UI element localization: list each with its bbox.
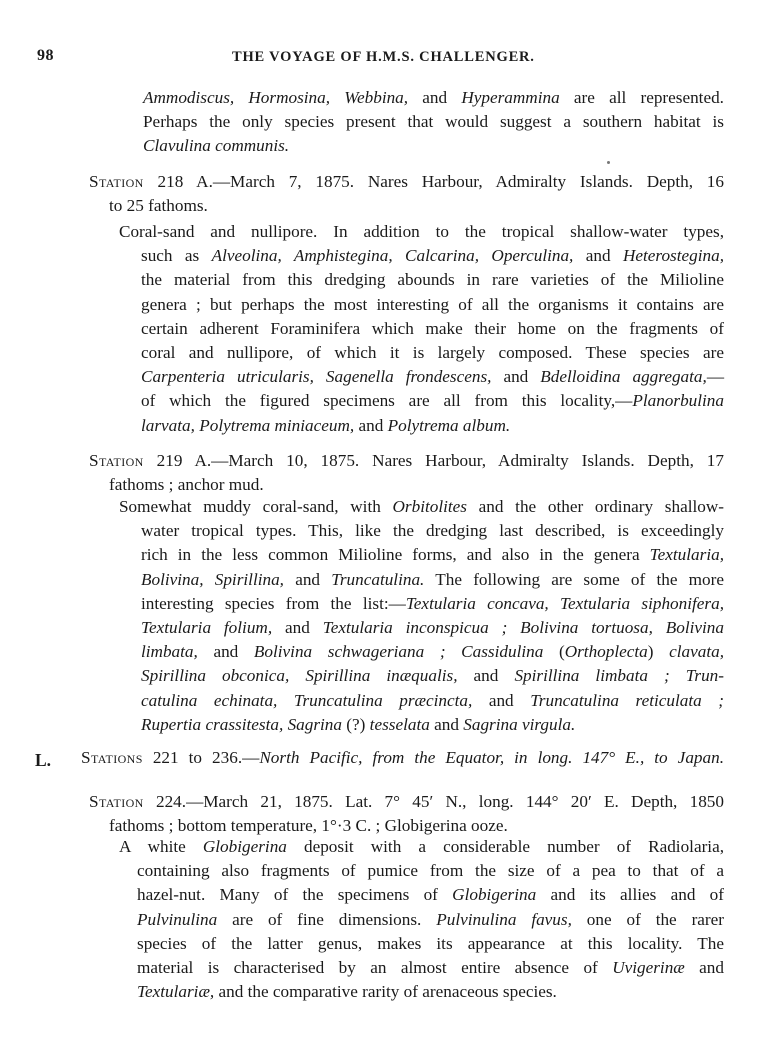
section-l-heading [81, 746, 724, 770]
text-line: species of the latter genus, makes its appearance at this locality. The [137, 933, 724, 953]
text-line: the material from this dredging abounds in rare varieties of the Milioline [141, 270, 724, 290]
station-218-heading [89, 170, 724, 218]
text-line: rich in the less common Milioline forms, and also in the genera Textularia, [141, 545, 724, 565]
text-line: limbata, and Bolivina schwageriana ; Cassidulina (Orthoplecta) clavata, [141, 642, 724, 662]
text-line: fathoms ; bottom temperature, 1°·3 C. ; Globigerina ooze. [109, 816, 508, 836]
text-line: containing also fragments of pumice from the size of a pea to that of a [137, 861, 724, 881]
text-line: material is characterised by an almost entire absence of Uvigerinæ and [137, 958, 724, 978]
text-line: catulina echinata, Truncatulina præcincta, and Truncatulina reticulata ; [141, 690, 724, 710]
text-line: Perhaps the only species present that would suggest a southern habitat is [143, 112, 724, 132]
text-line: Ammodiscus, Hormosina, Webbina, and Hyperammina are all represented. [143, 88, 724, 107]
station-224-heading [89, 790, 724, 838]
text-line: water tropical types. This, like the dredging last described, is exceedingly [141, 521, 724, 541]
text-line: genera ; but perhaps the most interesting of all the organisms it contains are [141, 294, 724, 314]
text-line: Stations 221 to 236.—North Pacific, from the Equator, in long. 147° E., to Japan. [81, 748, 724, 767]
text-line: coral and nullipore, of which it is largely composed. These species are [141, 343, 724, 363]
text-line: Pulvinulina are of fine dimensions. Pulvinulina favus, one of the rarer [137, 909, 724, 929]
text-line: Station 218 A.—March 7, 1875. Nares Harbour, Admiralty Islands. Depth, 16 [89, 172, 724, 191]
text-line: Station 224.—March 21, 1875. Lat. 7° 45′ N., long. 144° 20′ E. Depth, 1850 [89, 792, 724, 811]
text-line: Rupertia crassitesta, Sagrina (?) tesselata and Sagrina virgula. [141, 714, 576, 734]
text-line: Somewhat muddy coral-sand, with Orbitolites and the other ordinary shallow- [119, 497, 724, 516]
text-line: Textulariæ, and the comparative rarity of arenaceous species. [137, 982, 557, 1002]
running-title: THE VOYAGE OF H.M.S. CHALLENGER. [232, 49, 535, 65]
text-line: fathoms ; anchor mud. [109, 475, 264, 495]
text-line: Station 219 A.—March 10, 1875. Nares Harbour, Admiralty Islands. Depth, 17 [89, 451, 724, 470]
text-line: certain adherent Foraminifera which make their home on the fragments of [141, 318, 724, 338]
text-line: Spirillina obconica, Spirillina inæqualis, and Spirillina limbata ; Trun- [141, 666, 724, 686]
text-line: Clavulina communis. [143, 136, 290, 156]
stray-dot [607, 161, 610, 164]
station-224-body [119, 835, 724, 1004]
intro-paragraph [143, 86, 724, 159]
text-line: such as Alveolina, Amphistegina, Calcarina, Operculina, and Heterostegina, [141, 246, 724, 266]
text-line: Textularia folium, and Textularia inconspicua ; Bolivina tortuosa, Bolivina [141, 618, 724, 638]
station-219-body [119, 495, 724, 737]
text-line: of which the figured specimens are all from this locality,—Planorbulina [141, 391, 724, 411]
hanging-lines [119, 859, 724, 1004]
text-line: A white Globigerina deposit with a considerable number of Radiolaria, [119, 837, 724, 856]
text-line: hazel-nut. Many of the specimens of Globigerina and its allies and of [137, 885, 724, 905]
text-line: Carpenteria utricularis, Sagenella frondescens, and Bdelloidina aggregata,— [141, 367, 724, 387]
section-letter: L. [35, 750, 52, 770]
text-line: Bolivina, Spirillina, and Truncatulina. The following are some of the more [141, 569, 724, 589]
station-219-heading [89, 449, 724, 497]
hanging-lines [119, 519, 724, 737]
text-line: larvata, Polytrema miniaceum, and Polytrema album. [141, 415, 511, 435]
text-line: Coral-sand and nullipore. In addition to the tropical shallow-water types, [119, 222, 724, 241]
hanging-lines [119, 244, 724, 438]
text-line: to 25 fathoms. [109, 196, 208, 216]
station-218-body [119, 220, 724, 438]
page-number: 98 [37, 47, 54, 64]
text-line: interesting species from the list:—Textularia concava, Textularia siphonifera, [141, 593, 724, 613]
